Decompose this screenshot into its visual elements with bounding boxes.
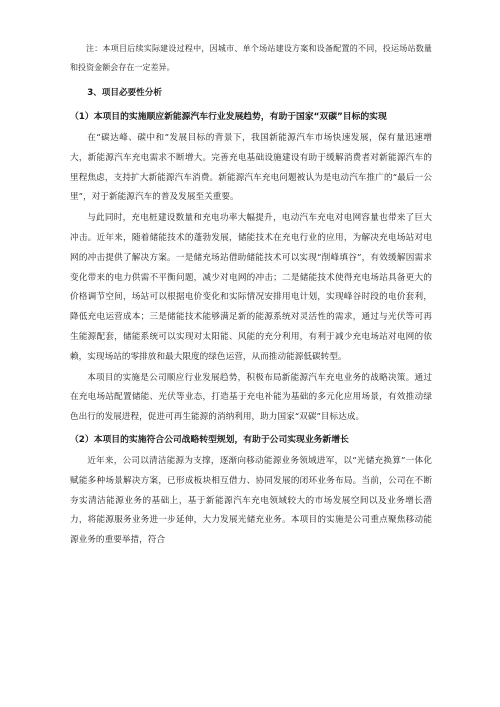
section-heading: 3、项目必要性分析 (87, 88, 162, 98)
subsection-1-heading: （1）本项目的实施顺应新能源汽车行业发展趋势，有助于国家“双碳”目标的实现 (70, 112, 387, 122)
document-page (70, 40, 432, 552)
subsection-1-paragraph-1: 在“碳达峰、碳中和”发展目标的背景下，我国新能源汽车市场快速发展，保有量迅速增大，新能源汽车充电需求不断增大。完善充电基础设施建设有助于缓解消费者对新能源汽车的里程焦虑，支持扩大新能源汽车消费。新能源汽车充电问题被认为是电动汽车推广的“最后一公里”，对于新能源汽车的普及发展至关重要。 (70, 133, 432, 203)
note-paragraph: 注：本项目后续实际建设过程中，因城市、单个场站建设方案和设备配置的不同，投运场站数量和投资金额会存在一定差异。 (70, 44, 432, 72)
subsection-2-heading: （2）本项目的实施符合公司战略转型规划，有助于公司实现业务新增长 (70, 434, 349, 445)
subsection-2-paragraph-1: 近年来，公司以清洁能源为支撑，逐渐向移动能源业务领域进军，以“光储充换算”一体化赋能多种场景解决方案，已形成板块相互借力、协同发展的闭环业务布局。当前，公司在不断夯实清洁能源业务的基础上，基于新能源汽车充电领域较大的市场发展空间以及业务增长潜力，将能源服务业务进一步延伸，大力发展光储充业务。本项目的实施是公司重点聚焦移动能源业务的重要举措，符合 (70, 455, 432, 546)
subsection-1-paragraph-2: 与此同时，充电桩建设数量和充电功率大幅提升，电动汽车充电对电网容量也带来了巨大冲击。近年来，随着储能技术的蓬勃发展，储能技术在充电行业的应用，为解决充电场站对电网的冲击提供了解决方案。一是储充场站借助储能技术可以实现“削峰填谷”，有效缓解因需求变化带来的电力供需不平衡问题，减少对电网的冲击；二是储能技术使得充电场站具备更大的价格调节空间，场站可以根据电价变化和实际情况安排用电计划，实现峰谷时段的电价套利，降低充电运营成本；三是储能技术能够满足新的能源系统对灵活性的需求，通过与光伏等可再生能源配套，储能系统可以实现对太阳能、风能的充分利用，有利于减少充电场站对电网的依赖，实现场站的零排放和最大限度的绿色运营，从而推动能源低碳转型。 (70, 213, 432, 362)
subsection-1-paragraph-3: 本项目的实施是公司顺应行业发展趋势，积极布局新能源汽车充电业务的战略决策。通过在充电场站配置储能、光伏等业态，打造基于充电补能为基础的多元化应用场景，有效推动绿色出行的发展进程，促进可再生能源的消纳利用，助力国家“双碳”目标达成。 (70, 372, 432, 423)
